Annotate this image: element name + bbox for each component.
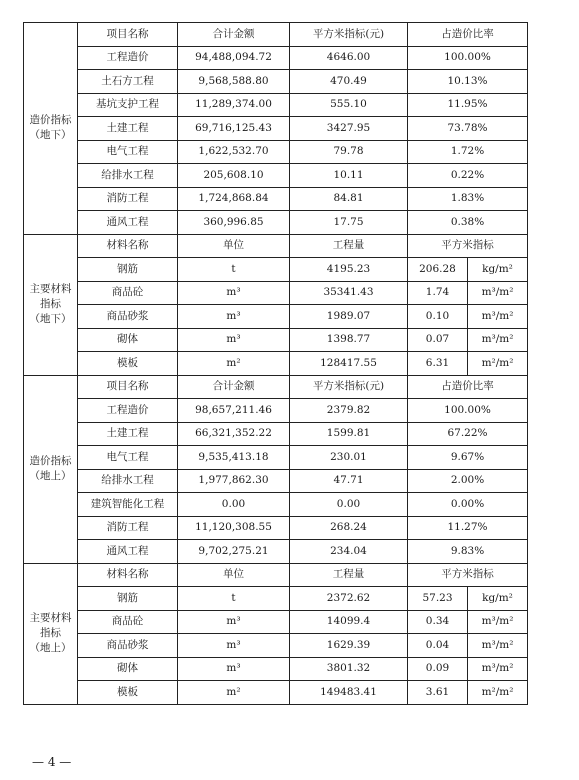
table-cell: 6.31 — [408, 352, 468, 376]
table-cell: 电气工程 — [78, 140, 178, 164]
column-header: 平方米指标(元) — [290, 23, 408, 47]
table-cell: 1,622,532.70 — [178, 140, 290, 164]
table-cell: 4195.23 — [290, 258, 408, 282]
table-cell: t — [178, 587, 290, 611]
page-number: — 4 — — [32, 755, 72, 769]
table-cell: 9,535,413.18 — [178, 446, 290, 470]
table-cell: 69,716,125.43 — [178, 117, 290, 141]
table-cell: 3.61 — [408, 681, 468, 705]
column-header: 占造价比率 — [408, 23, 528, 47]
table-row — [24, 117, 528, 141]
table-row — [24, 469, 528, 493]
table-cell: m³ — [178, 657, 290, 681]
table-cell: 通风工程 — [78, 540, 178, 564]
table-cell: 2.00% — [408, 469, 528, 493]
section-label-line: 指标 — [40, 298, 61, 310]
table-cell: 98,657,211.46 — [178, 399, 290, 423]
section-header-row — [24, 563, 528, 587]
section-label-line: （地下） — [29, 313, 72, 325]
column-header: 合计金额 — [178, 23, 290, 47]
table-row — [24, 422, 528, 446]
section-label — [24, 23, 78, 235]
table-cell: 模板 — [78, 681, 178, 705]
table-cell: 1,724,868.84 — [178, 187, 290, 211]
table-cell: kg/m² — [468, 587, 528, 611]
table-cell: 234.04 — [290, 540, 408, 564]
table-cell: t — [178, 258, 290, 282]
table-cell: 57.23 — [408, 587, 468, 611]
table-cell: 1398.77 — [290, 328, 408, 352]
table-cell: m³/m² — [468, 634, 528, 658]
section-label-line: 造价指标 — [29, 114, 72, 127]
table-cell: 给排水工程 — [78, 164, 178, 188]
table-cell: 1.74 — [408, 281, 468, 305]
table-cell: 砌体 — [78, 657, 178, 681]
cost-index-table — [23, 22, 528, 705]
table-row — [24, 140, 528, 164]
table-row — [24, 93, 528, 117]
table-cell: 17.75 — [290, 211, 408, 235]
table-row — [24, 634, 528, 658]
table-row — [24, 657, 528, 681]
column-header: 工程量 — [290, 234, 408, 258]
table-cell: 0.22% — [408, 164, 528, 188]
table-cell: 0.38% — [408, 211, 528, 235]
table-cell: 商品砼 — [78, 281, 178, 305]
table-cell: 100.00% — [408, 399, 528, 423]
column-header: 单位 — [178, 234, 290, 258]
table-cell: 基坑支护工程 — [78, 93, 178, 117]
table-row — [24, 211, 528, 235]
table-cell: 470.49 — [290, 70, 408, 94]
table-cell: 84.81 — [290, 187, 408, 211]
table-row — [24, 681, 528, 705]
table-cell: 10.11 — [290, 164, 408, 188]
column-header: 项目名称 — [78, 23, 178, 47]
table-cell: 电气工程 — [78, 446, 178, 470]
table-cell: 3427.95 — [290, 117, 408, 141]
table-cell: m³/m² — [468, 305, 528, 329]
table-cell: m³ — [178, 610, 290, 634]
table-cell: 建筑智能化工程 — [78, 493, 178, 517]
table-cell: kg/m² — [468, 258, 528, 282]
table-cell: 模板 — [78, 352, 178, 376]
table-cell: 3801.32 — [290, 657, 408, 681]
section-label-line: （地上） — [29, 470, 72, 482]
table-row — [24, 516, 528, 540]
table-cell: 11,289,374.00 — [178, 93, 290, 117]
table-cell: m³ — [178, 281, 290, 305]
table-cell: 9,568,588.80 — [178, 70, 290, 94]
table-cell: m² — [178, 352, 290, 376]
table-cell: 2379.82 — [290, 399, 408, 423]
table-cell: 2372.62 — [290, 587, 408, 611]
column-header: 平方米指标(元) — [290, 375, 408, 399]
section-label — [24, 234, 78, 375]
table-body — [24, 23, 528, 705]
section-label-line: 指标 — [40, 627, 61, 639]
table-row — [24, 540, 528, 564]
table-cell: m³ — [178, 328, 290, 352]
table-cell: m³ — [178, 634, 290, 658]
table-cell: 73.78% — [408, 117, 528, 141]
column-header: 工程量 — [290, 563, 408, 587]
section-label-line: 造价指标 — [29, 455, 72, 467]
section-header-row — [24, 23, 528, 47]
table-cell: m² — [178, 681, 290, 705]
table-cell: 79.78 — [290, 140, 408, 164]
table-row — [24, 328, 528, 352]
table-cell: 205,608.10 — [178, 164, 290, 188]
table-cell: 230.01 — [290, 446, 408, 470]
table-cell: 钢筋 — [78, 258, 178, 282]
column-header: 项目名称 — [78, 375, 178, 399]
section-header-row — [24, 234, 528, 258]
table-cell: 工程造价 — [78, 46, 178, 70]
table-cell: 1.72% — [408, 140, 528, 164]
table-cell: m³/m² — [468, 657, 528, 681]
table-cell: 通风工程 — [78, 211, 178, 235]
table-cell: m³/m² — [468, 610, 528, 634]
table-cell: 555.10 — [290, 93, 408, 117]
table-cell: 10.13% — [408, 70, 528, 94]
table-row — [24, 187, 528, 211]
table-cell: 1599.81 — [290, 422, 408, 446]
table-cell: 11.27% — [408, 516, 528, 540]
table-row — [24, 258, 528, 282]
table-cell: 工程造价 — [78, 399, 178, 423]
column-header: 平方米指标 — [408, 563, 528, 587]
table-cell: m³/m² — [468, 281, 528, 305]
table-row — [24, 281, 528, 305]
section-header-row — [24, 375, 528, 399]
table-cell: m³ — [178, 305, 290, 329]
table-cell: 0.09 — [408, 657, 468, 681]
table-cell: 0.34 — [408, 610, 468, 634]
table-cell: 0.00 — [178, 493, 290, 517]
table-cell: 0.04 — [408, 634, 468, 658]
table-cell: 14099.4 — [290, 610, 408, 634]
table-cell: 128417.55 — [290, 352, 408, 376]
table-cell: 消防工程 — [78, 187, 178, 211]
table-cell: 1629.39 — [290, 634, 408, 658]
table-cell: 4646.00 — [290, 46, 408, 70]
table-cell: 9.83% — [408, 540, 528, 564]
section-label — [24, 375, 78, 563]
section-label-line: （地上） — [29, 642, 72, 654]
section-label-line: （地下） — [29, 129, 72, 142]
table-cell: 商品砂浆 — [78, 634, 178, 658]
table-cell: m²/m² — [468, 352, 528, 376]
table-cell: 94,488,094.72 — [178, 46, 290, 70]
table-row — [24, 399, 528, 423]
column-header: 合计金额 — [178, 375, 290, 399]
table-cell: 47.71 — [290, 469, 408, 493]
table-cell: 钢筋 — [78, 587, 178, 611]
table-cell: 67.22% — [408, 422, 528, 446]
table-cell: 1.83% — [408, 187, 528, 211]
section-label-line: 主要材料 — [29, 612, 72, 624]
table-cell: 土建工程 — [78, 422, 178, 446]
table-cell: 商品砼 — [78, 610, 178, 634]
table-row — [24, 446, 528, 470]
table-row — [24, 352, 528, 376]
section-label-line: 主要材料 — [29, 283, 72, 295]
table-row — [24, 164, 528, 188]
section-label — [24, 563, 78, 704]
table-cell: 给排水工程 — [78, 469, 178, 493]
table-cell: 商品砂浆 — [78, 305, 178, 329]
table-cell: 9,702,275.21 — [178, 540, 290, 564]
table-cell: 66,321,352.22 — [178, 422, 290, 446]
table-cell: 土石方工程 — [78, 70, 178, 94]
table-row — [24, 305, 528, 329]
column-header: 材料名称 — [78, 563, 178, 587]
table-cell: 0.10 — [408, 305, 468, 329]
table-row — [24, 46, 528, 70]
table-cell: m²/m² — [468, 681, 528, 705]
table-cell: 0.00 — [290, 493, 408, 517]
table-cell: 268.24 — [290, 516, 408, 540]
column-header: 占造价比率 — [408, 375, 528, 399]
table-cell: m³/m² — [468, 328, 528, 352]
table-cell: 1989.07 — [290, 305, 408, 329]
table-cell: 消防工程 — [78, 516, 178, 540]
table-cell: 0.00% — [408, 493, 528, 517]
table-cell: 149483.41 — [290, 681, 408, 705]
table-cell: 35341.43 — [290, 281, 408, 305]
table-cell: 土建工程 — [78, 117, 178, 141]
table-cell: 206.28 — [408, 258, 468, 282]
table-cell: 9.67% — [408, 446, 528, 470]
column-header: 材料名称 — [78, 234, 178, 258]
table-row — [24, 493, 528, 517]
table-cell: 1,977,862.30 — [178, 469, 290, 493]
table-cell: 11,120,308.55 — [178, 516, 290, 540]
table-cell: 100.00% — [408, 46, 528, 70]
table-cell: 砌体 — [78, 328, 178, 352]
table-row — [24, 70, 528, 94]
table-cell: 360,996.85 — [178, 211, 290, 235]
table-row — [24, 587, 528, 611]
table-cell: 11.95% — [408, 93, 528, 117]
column-header: 单位 — [178, 563, 290, 587]
table-row — [24, 610, 528, 634]
column-header: 平方米指标 — [408, 234, 528, 258]
table-cell: 0.07 — [408, 328, 468, 352]
